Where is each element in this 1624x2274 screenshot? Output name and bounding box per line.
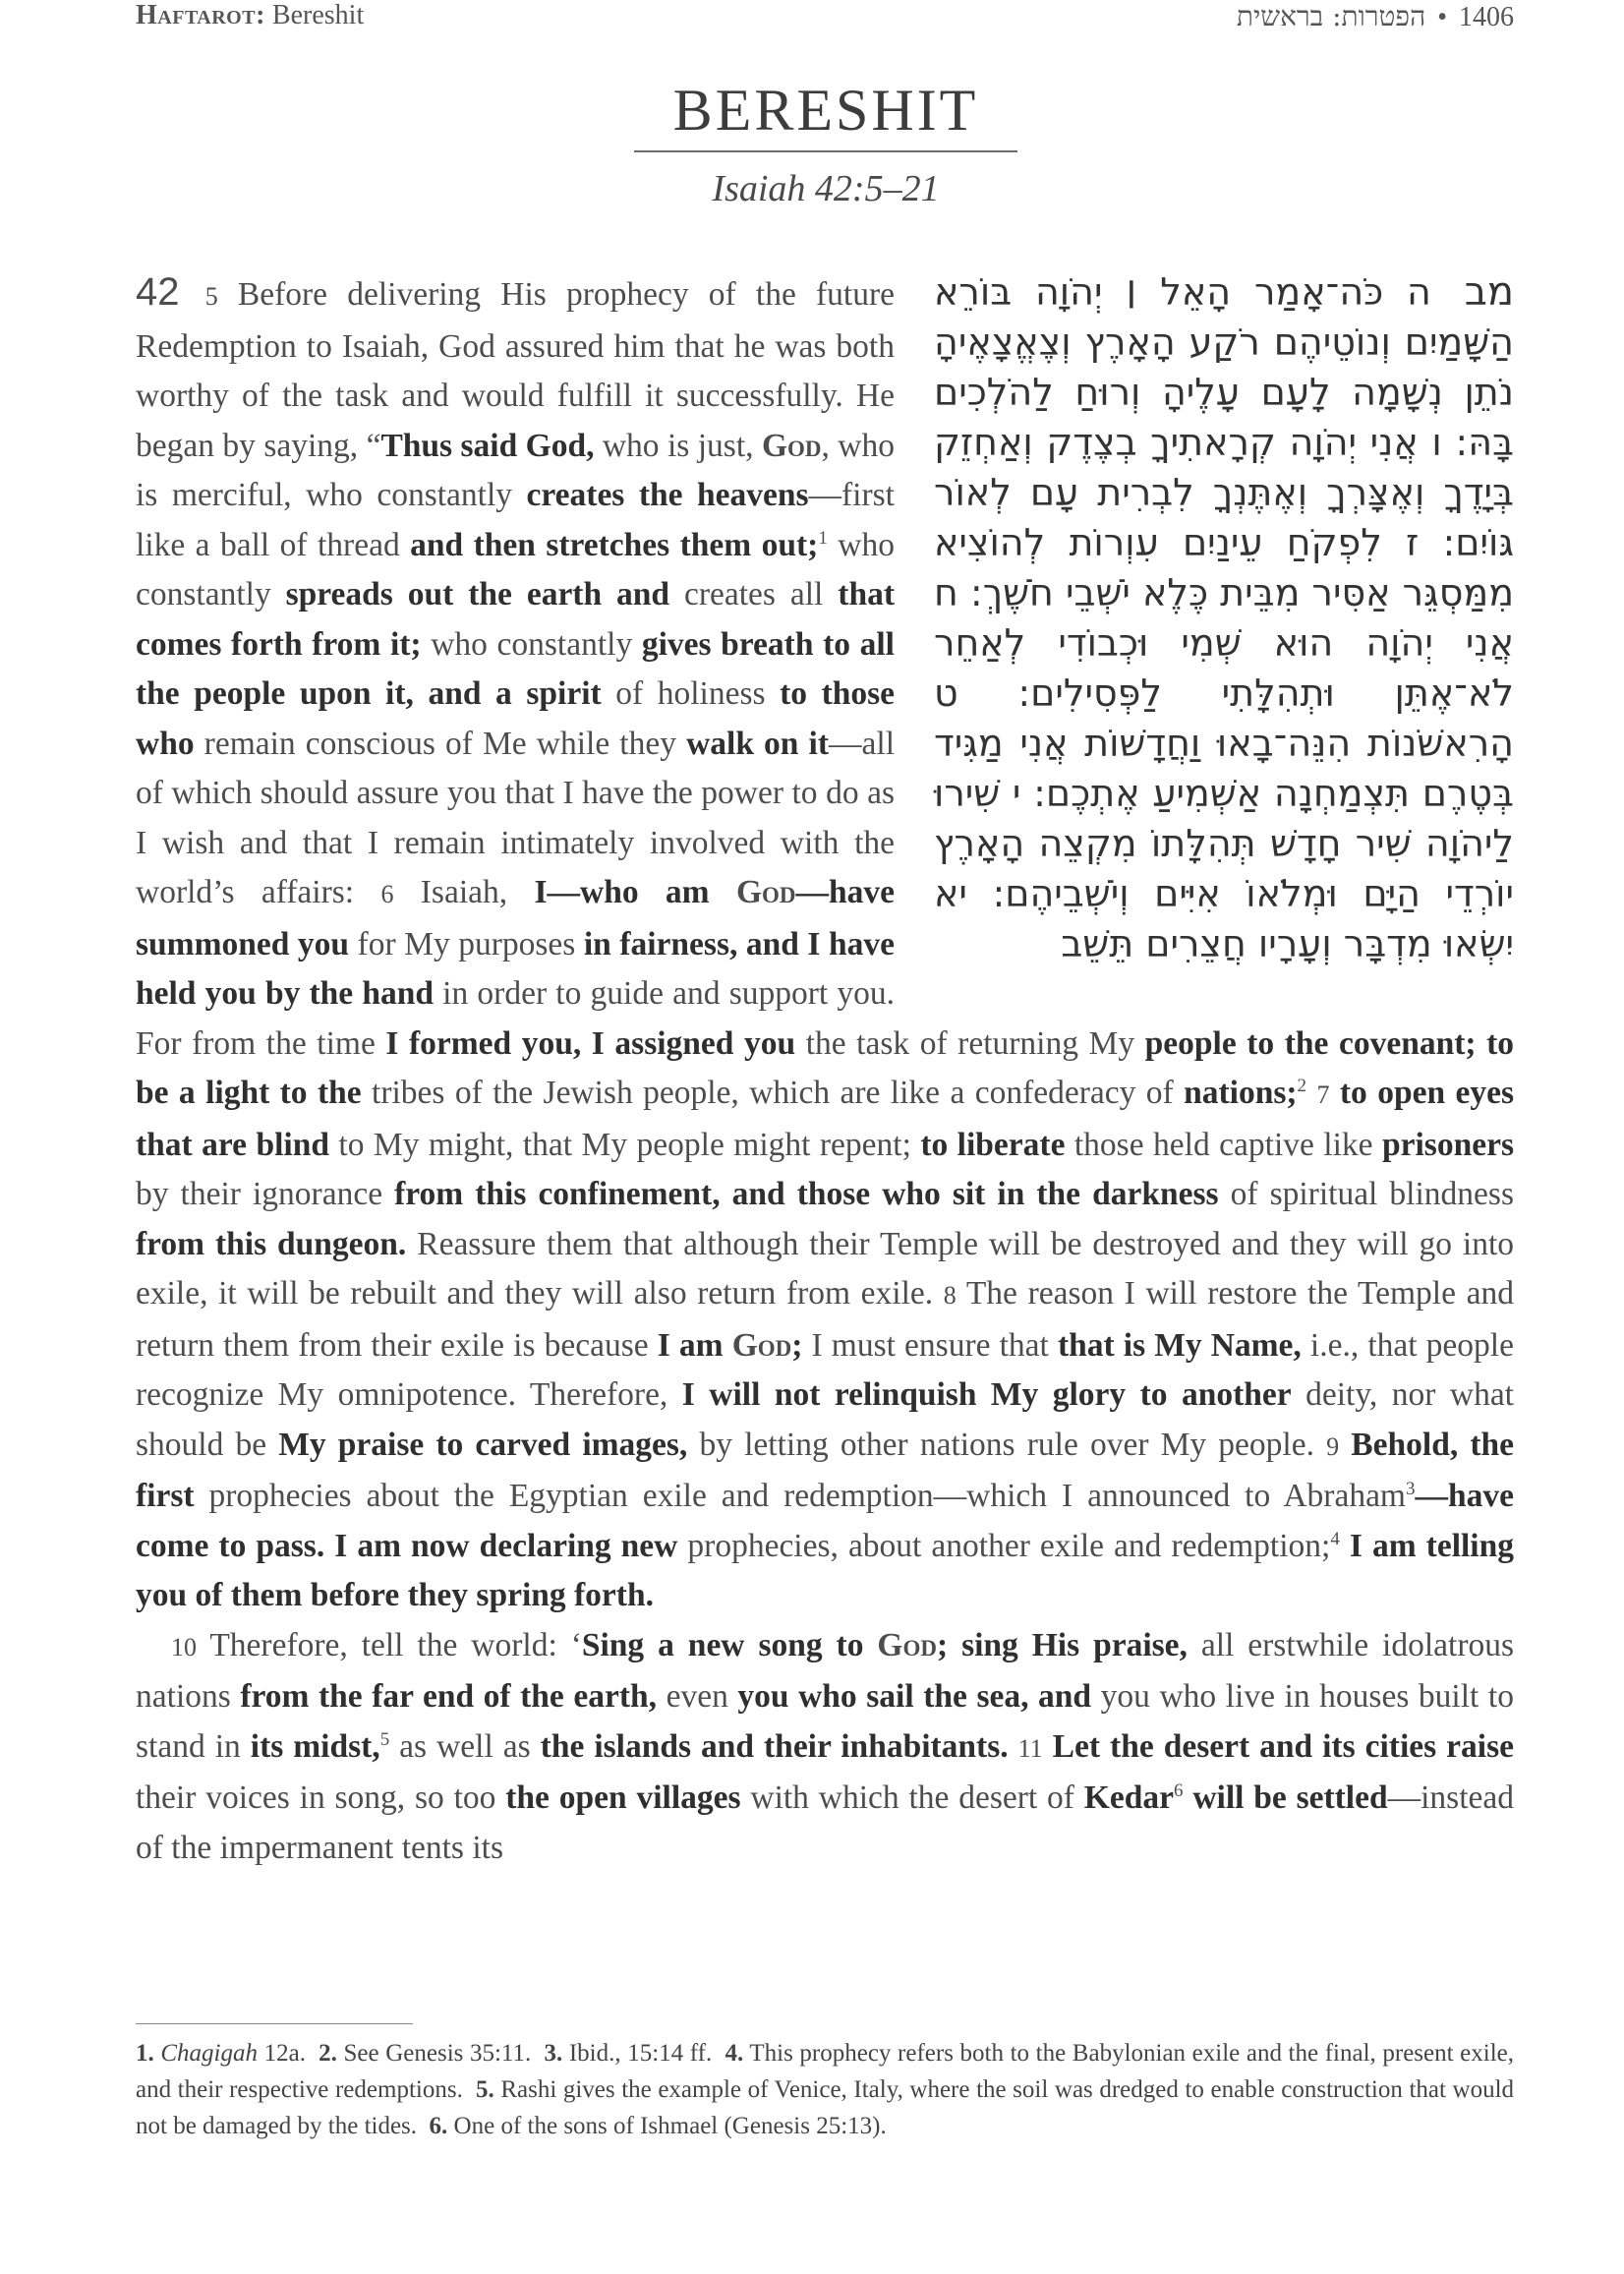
divine-name: God [877, 1626, 937, 1663]
text-run: Before delivering His prophecy of the future Redemption to Isaiah, God assured him that he was both worthy of the task and would fulfill it successfully. He began by saying, “ [136, 276, 896, 464]
text-run [1183, 1779, 1192, 1816]
text-run [1339, 1427, 1351, 1463]
footnote-number: 4. [725, 2040, 744, 2067]
header-section-label: Haftarot: [136, 0, 265, 30]
text-run: of spiritual blindness [1218, 1176, 1514, 1212]
hebrew-chapter-number: מב [1464, 269, 1514, 315]
text-run: by their ignorance [136, 1176, 395, 1212]
footnote-text: One of the sons of Ishmael (Genesis 25:13). [447, 2113, 887, 2139]
text-run: for My purposes [349, 925, 584, 962]
verse-text: from this dungeon. [136, 1225, 407, 1262]
verse-text: My praise to carved images, [278, 1426, 688, 1463]
verse-text: gives breath to all the people upon it, and a spirit [136, 625, 895, 712]
verse-number: 5 [204, 282, 218, 311]
divine-name: God [735, 874, 796, 910]
footnote-divider [136, 2023, 413, 2024]
verse-text: I will not relinquish My glory to another [681, 1376, 1292, 1413]
text-run: Isaiah, [393, 874, 535, 910]
verse-text: Sing a new song to [581, 1626, 878, 1663]
verse-text: creates the heavens [526, 477, 809, 513]
verse-text: you who sail the sea, and [737, 1678, 1092, 1715]
divine-name: God [761, 427, 822, 464]
footnote-text: See Genesis 35:11. [336, 2040, 532, 2067]
text-run: to My might, that My people might repent; [328, 1126, 921, 1163]
text-run [1340, 1528, 1350, 1564]
verse-text: Thus said God, [380, 427, 595, 464]
footnote-text: This prophecy refers both to the Babylonian exile and the final, present exile, and their respective redemptions. [136, 2040, 1515, 2103]
verse-text: that is My Name, [1057, 1326, 1302, 1364]
text-run: the task of returning My [795, 1024, 1145, 1062]
footnote-text: 12a. [257, 2040, 306, 2067]
hebrew-text-column [934, 267, 1514, 985]
verse-text: people to the covenant; to be a light to the [136, 1024, 1515, 1111]
verse-text: I am [657, 1326, 732, 1364]
title-divider [634, 150, 1017, 152]
text-run: who constantly [421, 625, 642, 663]
footnote-source: Chagigah [160, 2040, 258, 2067]
text-run: prophecies about the Egyptian exile and redemption—which I announced to Abraham [194, 1478, 1406, 1514]
verse-number: 10 [171, 1632, 197, 1662]
text-run [1306, 1075, 1316, 1111]
header-hebrew-title: הפטרות: בראשית [1236, 0, 1426, 32]
commentary-paragraph-2 [136, 1621, 1514, 1874]
text-run [1329, 1075, 1339, 1111]
text-run: —instead of the impermanent tents its [136, 1779, 1515, 1866]
running-header-right [1237, 0, 1514, 33]
verse-text: from the far end of the earth, [240, 1678, 658, 1715]
text-run: their voices in song, so too [136, 1779, 506, 1816]
page-subtitle: Isaiah 42:5–21 [712, 168, 940, 209]
verse-text: in fairness, and I have held you by the hand [136, 925, 895, 1012]
verse-text: —have summoned you [136, 874, 895, 962]
footnote-number: 3. [544, 2040, 563, 2067]
page-title: BERESHIT [672, 78, 979, 143]
verse-number: 7 [1316, 1080, 1330, 1109]
text-run [1009, 1728, 1018, 1765]
text-run: tribes of the Jewish people, which are like a confederacy of [361, 1075, 1185, 1111]
text-run: Reassure them that although their Temple will be destroyed and they will go into exile, it will be rebuilt and they will also return from exile. [136, 1225, 1514, 1312]
main-text [136, 267, 1514, 1873]
verse-text: ; sing His praise, [936, 1626, 1188, 1663]
verse-text: from this confinement, and those who sit in the darkness [394, 1176, 1219, 1212]
chapter-number: 42 [136, 270, 180, 314]
footnote-ref: 6 [1173, 1779, 1184, 1801]
text-run: , who is merciful, who constantly [136, 427, 895, 513]
footnote-number: 5. [476, 2076, 494, 2103]
verse-text: the open villages [505, 1779, 741, 1816]
verse-text: to open eyes that are blind [136, 1075, 1515, 1163]
verse-number: 8 [943, 1281, 957, 1310]
footnote-ref: 2 [1297, 1075, 1307, 1096]
verse-text: Behold, the first [136, 1426, 1515, 1514]
text-run [1043, 1728, 1053, 1765]
text-run: deity, nor what should be [136, 1376, 1514, 1463]
footnote-ref: 5 [379, 1728, 390, 1750]
text-run: in order to guide and support you. For from the time [136, 975, 896, 1062]
text-run: even [657, 1678, 738, 1715]
footnote-text: Rashi gives the example of Venice, Italy, where the soil was dredged to enable construction that would not be damaged by the tides. [136, 2076, 1515, 2139]
text-run: creates all [669, 576, 839, 612]
verse-text: I am telling you of them before they spring forth. [136, 1527, 1514, 1613]
running-header-left [136, 0, 364, 31]
verse-text: Kedar [1083, 1779, 1174, 1816]
text-run: those held captive like [1065, 1126, 1382, 1163]
text-run: i.e., that people recognize My omnipotence. Therefore, [136, 1326, 1514, 1413]
divine-name: God [731, 1326, 792, 1364]
text-run: prophecies, about another exile and redemption; [677, 1527, 1331, 1564]
footnote-number: 2. [319, 2040, 337, 2067]
text-run: who is just, [594, 427, 762, 464]
verse-text: the islands and their inhabitants. [540, 1727, 1009, 1765]
footnote-ref: 4 [1330, 1528, 1340, 1549]
text-run: The reason I will restore the Temple and return them from their exile is because [136, 1275, 1514, 1364]
verse-text: walk on it [686, 725, 830, 762]
text-run: who constantly [136, 526, 895, 612]
footnote-number: 6. [429, 2113, 448, 2139]
verse-number: 6 [380, 880, 394, 908]
verse-text: I formed you, I assigned you [385, 1024, 796, 1062]
text-run: Therefore, tell the world: ‘ [197, 1626, 582, 1663]
text-run: with which the desert of [740, 1779, 1084, 1816]
footnote-text: Ibid., 15:14 ff. [562, 2040, 713, 2067]
text-run: —all of which should assure you that I have the power to do as I wish and that I remain intimately involved with the world’s affairs: [136, 725, 895, 910]
verse-text: Let the desert and its cities raise [1052, 1727, 1514, 1765]
text-run: —first like a ball of thread [136, 477, 895, 563]
footnotes [136, 2035, 1514, 2144]
header-section-title: Bereshit [271, 0, 365, 30]
text-run: I must ensure that [802, 1326, 1058, 1364]
verse-number: 11 [1017, 1733, 1043, 1763]
text-run: you who live in houses built to stand in [136, 1678, 1514, 1765]
header-bullet: • [1437, 2, 1447, 32]
verse-text: prisoners [1381, 1126, 1514, 1163]
text-run: as well as [389, 1727, 541, 1765]
verse-text: ; [791, 1326, 803, 1364]
verse-text: that comes forth from it; [136, 576, 895, 663]
page-number: 1406 [1459, 2, 1514, 32]
verse-text: and then stretches them out; [410, 526, 819, 563]
verse-text: nations; [1184, 1075, 1298, 1111]
text-run: all erstwhile idolatrous nations [136, 1626, 1515, 1715]
verse-number: 9 [1326, 1431, 1340, 1461]
verse-text: spreads out the earth and [285, 576, 670, 612]
hebrew-verses: ה כֹּה־אָמַר הָאֵל ׀ יְהֹוָה בּוֹרֵא הַשָּׁמַיִם וְנוֹטֵיהֶם רֹקַע הָאָרֶץ וְצֶאֱצָאֶיהָ נֹתֵן נְשָׁמָה לָעָם עָלֶיהָ וְרוּחַ לַהֹלְכִים בָּהּ: ו אֲנִי יְהֹוָה קְרָאתִיךָ בְצֶדֶק וְאַחְזֵק בְּיָדֶךָ וְאֶצָּרְךָ וְאֶתֶּנְךָ לִבְרִית עָם לְאוֹר גּוֹיִם: ז לִפְקֹחַ עֵינַיִם עִוְרוֹת לְהוֹצִיא מִמַּסְגֵּר אַסִּיר מִבֵּית כֶּלֶא יֹשְׁבֵי חֹשֶׁךְ: ח אֲנִי יְהֹוָה הוּא שְׁמִי וּכְבוֹדִי לְאַחֵר לֹא־אֶתֵּן וּתְהִלָּתִי לַפְּסִילִים: ט הָרִאשֹׁנוֹת הִנֵּה־בָאוּ וַחֲדָשׁוֹת אֲנִי מַגִּיד בְּטֶרֶם תִּצְמַחְנָה אַשְׁמִיעַ אֶתְכֶם: י שִׁירוּ לַיהֹוָה שִׁיר חָדָשׁ תְּהִלָּתוֹ מִקְצֵה הָאָרֶץ יוֹרְדֵי הַיָּם וּמְלֹאוֹ אִיִּים וְיֹשְׁבֵיהֶם: יא יִשְׂאוּ מִדְבָּר וְעָרָיו חֲצֵרִים תֵּשֵׁב [934, 270, 1514, 965]
verse-text: will be settled [1192, 1779, 1388, 1816]
text-run: remain conscious of Me while they [194, 725, 687, 762]
footnote-number: 1. [136, 2040, 154, 2067]
verse-text: its midst, [250, 1727, 380, 1765]
verse-text: I—who am [534, 874, 736, 910]
footnote-ref: 1 [818, 527, 828, 549]
footnote-ref: 3 [1406, 1478, 1416, 1499]
verse-text: —have come to pass. I am now declaring new [136, 1478, 1514, 1564]
text-run: by letting other nations rule over My people. [687, 1426, 1327, 1463]
verse-text: to liberate [920, 1126, 1066, 1163]
verse-text: to those who [136, 675, 896, 762]
text-run: of holiness [601, 675, 781, 712]
